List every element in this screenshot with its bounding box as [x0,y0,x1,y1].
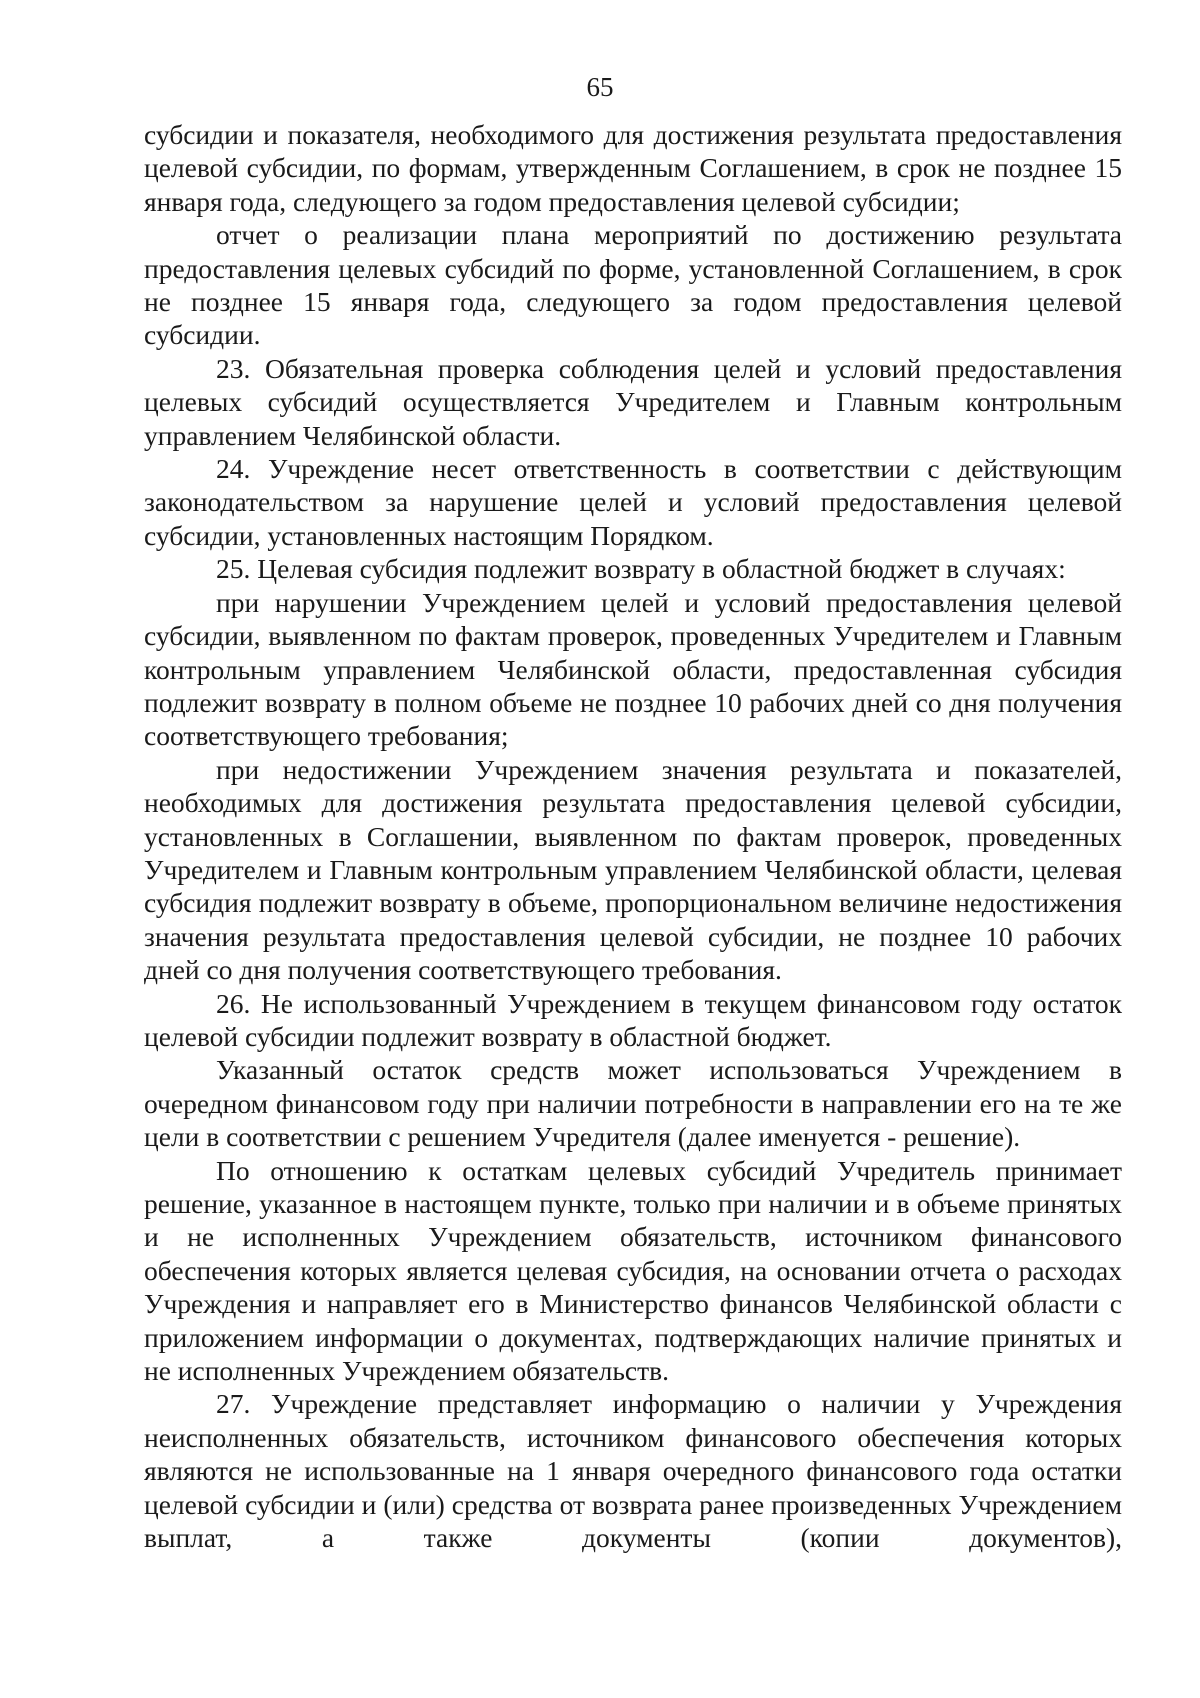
paragraph: 27. Учреждение представляет информацию о наличии у Учреждения неисполненных обязательств, источником финансового обеспечения которых являются не использованные на 1 января очередного финансового года остатки целевой субсидии и (или) средства от возврата ранее произведенных Учреждением выплат, а также документы (копии документов), [144,1388,1122,1554]
paragraph: 24. Учреждение несет ответственность в соответствии с действующим законодательством за нарушение целей и условий предоставления целевой субсидии, установленных настоящим Порядком. [144,453,1122,551]
paragraph: 23. Обязательная проверка соблюдения целей и условий предоставления целевых субсидий осуществляется Учредителем и Главным контрольным управлением Челябинской области. [144,352,1122,451]
paragraph: 25. Целевая субсидия подлежит возврату в областной бюджет в случаях: [216,553,1066,585]
paragraph: Указанный остаток средств может использоваться Учреждением в очередном финансовом году при наличии потребности в направлении его на те же цели в соответствии с решением Учредителя (далее именуется - решение). [144,1054,1122,1153]
paragraph: при недостижении Учреждением значения результата и показателей, необходимых для достижения результата предоставления целевой субсидии, установленных в Соглашении, выявленном по фактам проверок, проведенных Учредителем и Главным контрольным управлением Челябинской области, целевая субсидия подлежит возврату в объеме, пропорциональном величине недостижения значения результата предоставления целевой субсидии, не позднее 10 рабочих дней со дня получения соответствующего требования. [144,753,1122,986]
paragraph: субсидии и показателя, необходимого для достижения результата предоставления целевой субсидии, по формам, утвержденным Соглашением, в срок не позднее 15 января года, следующего за годом предоставления целевой субсидии; [144,119,1122,217]
paragraph: 26. Не использованный Учреждением в текущем финансовом году остаток целевой субсидии подлежит возврату в областной бюджет. [144,987,1122,1052]
paragraph: По отношению к остаткам целевых субсидий Учредитель принимает решение, указанное в настоящем пункте, только при наличии и в объеме принятых и не исполненных Учреждением обязательств, источником финансового обеспечения которых является целевая субсидия, на основании отчета о расходах Учреждения и направляет его в Министерство финансов Челябинской области с приложением информации о документах, подтверждающих наличие принятых и не исполненных Учреждением обязательств. [144,1154,1122,1387]
document-body [144,118,1122,1554]
page-number: 65 [586,72,614,102]
paragraph: отчет о реализации плана мероприятий по достижению результата предоставления целевых субсидий по форме, установленной Соглашением, в срок не позднее 15 января года, следующего за годом предоставления целевой субсидии. [144,219,1122,351]
paragraph: при нарушении Учреждением целей и условий предоставления целевой субсидии, выявленном по фактам проверок, проведенных Учредителем и Главным контрольным управлением Челябинской области, предоставленная субсидия подлежит возврату в полном объеме не позднее 10 рабочих дней со дня получения соответствующего требования; [144,586,1122,752]
